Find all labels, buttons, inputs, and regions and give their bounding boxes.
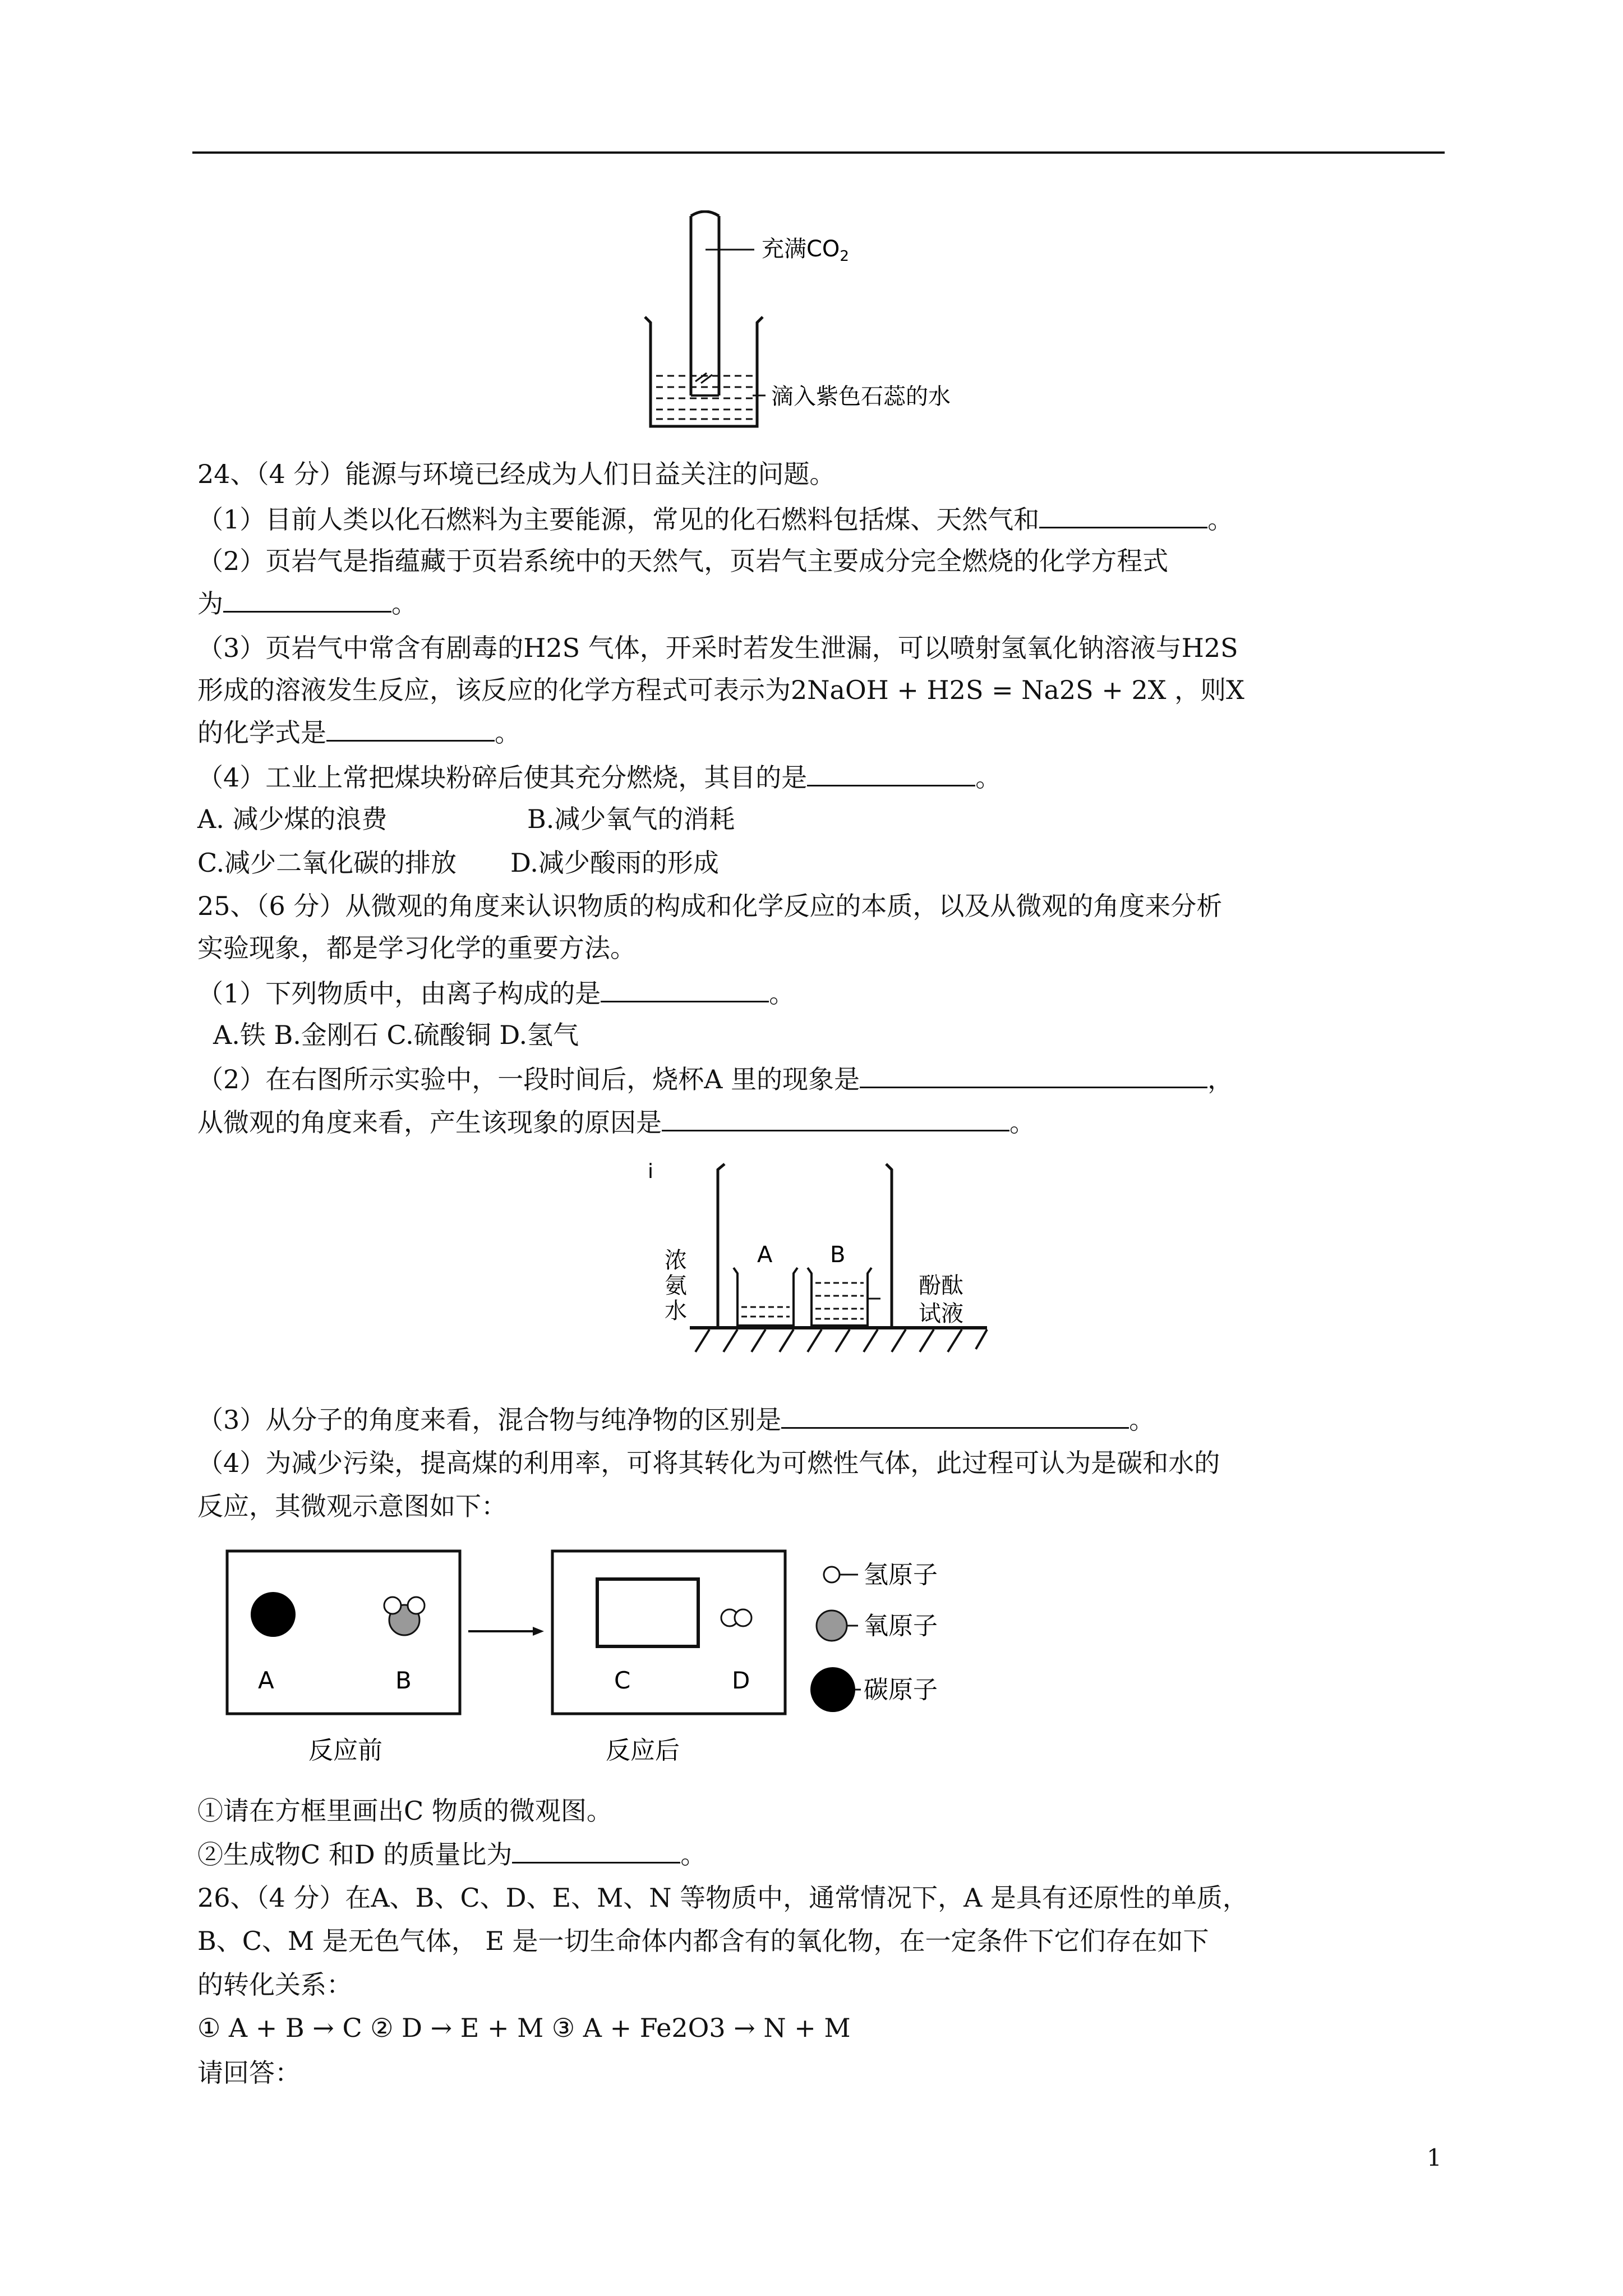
svg-text:D: D: [732, 1667, 750, 1694]
q25-part2b: 从微观的角度来看，产生该现象的原因是 。: [197, 1105, 1035, 1139]
carbon-atom-a: [251, 1592, 296, 1637]
q25-blank5[interactable]: [512, 1837, 680, 1864]
q25-sub2: ②生成物C 和D 的质量比为 。: [197, 1837, 706, 1871]
svg-text:浓: 浓: [665, 1248, 687, 1273]
svg-text:水: 水: [665, 1298, 687, 1324]
q25-part3: （3）从分子的角度来看，混合物与纯净物的区别是 。: [197, 1402, 1155, 1437]
q24-part1: （1）目前人类以化石燃料为主要能源，常见的化石燃料包括煤、天然气和 。: [197, 502, 1233, 536]
q26-relations: ① A + B → C ② D → E + M ③ A + Fe2O3 → N + M: [197, 2013, 851, 2043]
q26-stem-c: 的转化关系：: [197, 1970, 352, 2000]
q26-stem-a: 26、（4 分）在A、B、C、D、E、M、N 等物质中，通常情况下，A 是具有还原性的单质，: [197, 1883, 1248, 1913]
svg-text:C: C: [614, 1667, 631, 1694]
svg-text:氢原子: 氢原子: [864, 1561, 938, 1589]
q25-blank1[interactable]: [601, 976, 769, 1002]
q25-stem-a: 25、（6 分）从微观的角度来认识物质的构成和化学反应的本质，以及从微观的角度来分析: [197, 891, 1223, 921]
q24-part4: （4）工业上常把煤块粉碎后使其充分燃烧，其目的是 。: [197, 760, 1001, 794]
tube-label-co2: 充满$CO_2$: [762, 236, 849, 265]
co2-tube-figure: [634, 210, 1026, 440]
q25-blank2[interactable]: [860, 1062, 1207, 1088]
q25-sub1: ①请在方框里画出C 物质的微观图。: [197, 1796, 612, 1826]
carbon-legend-icon: [810, 1667, 855, 1712]
q24-stem: 24、（4 分）能源与环境已经成为人们日益关注的问题。: [197, 459, 836, 489]
oxygen-legend-icon: [817, 1611, 847, 1641]
q24-part2a: （2）页岩气是指蕴藏于页岩系统中的天然气，页岩气主要成分完全燃烧的化学方程式: [197, 546, 1169, 576]
q24-part3c: 的化学式是 。: [197, 715, 520, 749]
q25-part2a: （2）在右图所示实验中，一段时间后，烧杯A 里的现象是 ，: [197, 1062, 1233, 1096]
q24-blank3[interactable]: [326, 715, 495, 742]
legend: [810, 1561, 938, 1712]
reaction-micro-diagram: [222, 1540, 1007, 1775]
q25-blank4[interactable]: [781, 1402, 1129, 1429]
q25-blank3[interactable]: [662, 1105, 1009, 1131]
q25-stem-b: 实验现象，都是学习化学的重要方法。: [197, 933, 636, 963]
svg-text:氧原子: 氧原子: [864, 1612, 938, 1640]
svg-text:B: B: [830, 1242, 846, 1268]
q24-part3a: （3）页岩气中常含有剧毒的H2S 气体，开采时若发生泄漏，可以喷射氢氧化钠溶液与H2S: [197, 633, 1238, 663]
svg-text:反应前: 反应前: [308, 1736, 382, 1765]
q24-blank4[interactable]: [807, 760, 975, 786]
answer-box-c[interactable]: [597, 1579, 698, 1646]
svg-text:B: B: [395, 1667, 412, 1694]
q24-option-d: D.减少酸雨的形成: [510, 848, 719, 878]
q24-blank1[interactable]: [1039, 502, 1207, 528]
ammonia-beakers-figure: [645, 1158, 993, 1372]
svg-text:反应后: 反应后: [606, 1736, 680, 1765]
q25-part4a: （4）为减少污染，提高煤的利用率，可将其转化为可燃性气体，此过程可认为是碳和水的: [197, 1448, 1220, 1478]
hydrogen-legend-icon: [824, 1567, 840, 1582]
svg-text:酚酞: 酚酞: [919, 1273, 963, 1299]
header-rule: [192, 151, 1445, 154]
q24-option-c: C.减少二氧化碳的排放: [197, 848, 457, 878]
q25-part1: （1）下列物质中，由离子构成的是 。: [197, 976, 795, 1010]
q26-stem-b: B、C、M 是无色气体， E 是一切生命体内都含有的氧化物，在一定条件下它们存在如下: [197, 1926, 1209, 1956]
beaker-label-litmus: 滴入紫色石蕊的水: [771, 384, 951, 409]
q24-blank2[interactable]: [223, 586, 391, 613]
q24-option-a: A. 减少煤的浪费: [197, 804, 388, 834]
page-number: 1: [1427, 2144, 1442, 2171]
q25-part1-options: A.铁 B.金刚石 C.硫酸铜 D.氢气: [213, 1020, 579, 1050]
svg-text:i: i: [648, 1160, 654, 1183]
svg-text:碳原子: 碳原子: [864, 1676, 938, 1704]
q24-part3b: 形成的溶液发生反应，该反应的化学方程式可表示为2NaOH + H2S = Na2S + 2X ，则X: [197, 675, 1244, 705]
q26-ask: 请回答：: [197, 2058, 301, 2088]
svg-text:A: A: [757, 1242, 773, 1268]
q24-part2b: 为 。: [197, 586, 417, 620]
q24-option-b: B.减少氧气的消耗: [527, 804, 735, 834]
svg-text:A: A: [258, 1667, 274, 1694]
svg-text:试液: 试液: [919, 1301, 963, 1327]
after-box: [552, 1551, 785, 1714]
svg-text:氨: 氨: [665, 1273, 687, 1299]
q25-part4b: 反应，其微观示意图如下：: [197, 1491, 507, 1521]
